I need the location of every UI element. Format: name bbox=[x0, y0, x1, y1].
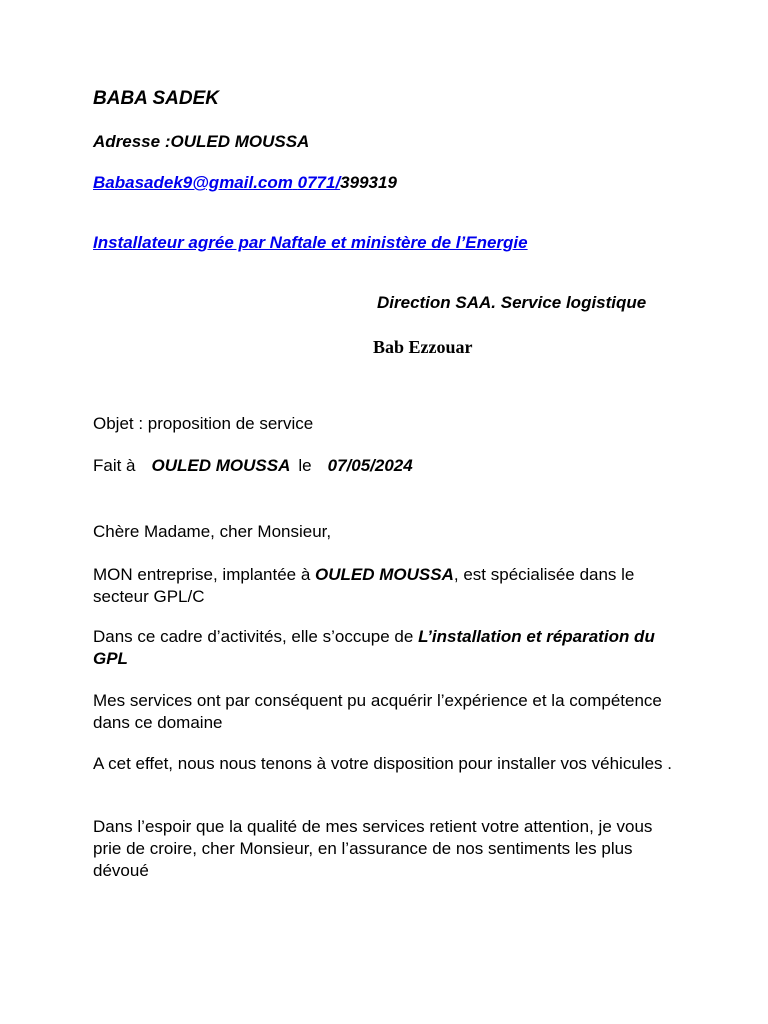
letter-place-date bbox=[93, 455, 413, 477]
address-label: Adresse : bbox=[93, 132, 171, 151]
paragraph-experience: Mes services ont par conséquent pu acquérir l’expérience et la compétence dans ce domaine bbox=[93, 691, 662, 732]
p1-before: MON entreprise, implantée à bbox=[93, 565, 316, 584]
fait-le: le bbox=[298, 456, 312, 475]
phone-number: 399319 bbox=[340, 173, 397, 192]
greeting: Chère Madame, cher Monsieur, bbox=[93, 522, 332, 541]
email-link[interactable]: Babasadek9@gmail.com bbox=[93, 173, 293, 192]
installer-certification-link[interactable]: Installateur agrée par Naftale et ministère de l’Energie bbox=[93, 233, 528, 252]
paragraph-closing: Dans l’espoir que la qualité de mes services retient votre attention, je vous prie de croire, cher Monsieur, en l’assurance de nos sentiments les plus dévoué bbox=[93, 817, 653, 880]
p1-after: , est spécialisée dans le secteur GPL/C bbox=[93, 565, 635, 606]
phone-link[interactable]: 0771/ bbox=[297, 173, 341, 192]
recipient-department: Direction SAA. Service logistique bbox=[377, 293, 647, 312]
sender-address bbox=[93, 131, 309, 153]
paragraph-availability: A cet effet, nous nous tenons à votre disposition pour installer vos véhicules . bbox=[93, 754, 672, 773]
fait-place: OULED MOUSSA bbox=[151, 456, 291, 475]
paragraph-company bbox=[93, 564, 683, 608]
paragraph-activities bbox=[93, 626, 683, 670]
fait-prefix: Fait à bbox=[93, 456, 136, 475]
sender-name: BABA SADEK bbox=[93, 88, 219, 109]
letter-subject: Objet : proposition de service bbox=[93, 414, 314, 433]
p2-before: Dans ce cadre d’activités, elle s’occupe de bbox=[93, 627, 419, 646]
sender-contact bbox=[93, 172, 397, 194]
recipient-location: Bab Ezzouar bbox=[373, 337, 473, 357]
address-value: OULED MOUSSA bbox=[170, 132, 310, 151]
p2-emphasis: L’installation et réparation du GPL bbox=[93, 627, 655, 668]
fait-date: 07/05/2024 bbox=[327, 456, 413, 475]
p1-place: OULED MOUSSA bbox=[315, 565, 454, 584]
